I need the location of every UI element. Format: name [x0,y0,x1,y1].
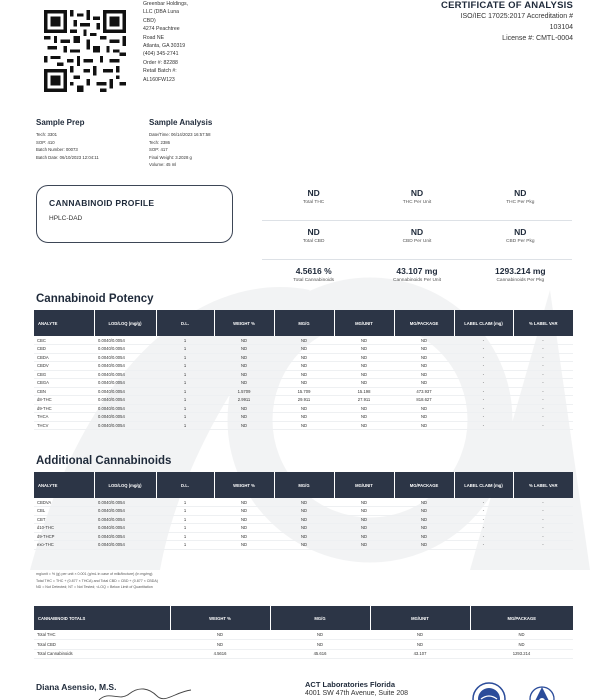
table-cell: - [513,532,573,541]
table-cell: ND [274,345,334,354]
sample-analysis-line: Date/Time: 06/14/2023 16:57:58 [149,132,211,137]
table-cell: ND [274,515,334,524]
table-cell: ND [274,353,334,362]
table-cell: Total Cannabinoids [34,649,170,659]
table-cell: - [454,362,513,371]
table-cell: ND [214,498,274,507]
table-cell: CBDV [34,362,94,371]
table-cell: 1 [156,353,214,362]
sample-analysis-heading: Sample Analysis [149,118,213,127]
table-cell: ND [274,421,334,430]
table-cell: ND [274,498,334,507]
table-cell: d9-THC [34,404,94,413]
table-cell: 1 [156,387,214,396]
table-cell: d9-THCP [34,532,94,541]
client-line: Order #: 82288 [143,59,178,66]
table-cell: THCA [34,413,94,422]
summary-cell [469,225,572,259]
table-cell: Total CBD [34,640,170,650]
table-cell: - [454,541,513,550]
table-cell: 1 [156,379,214,388]
summary-value: ND [307,227,320,237]
table-cell: CBN [34,387,94,396]
table-cell: ND [394,362,454,371]
table-cell: 0.0040/0.0054 [94,362,156,371]
table-row [34,640,573,650]
sample-prep-line: SOP: 410 [36,139,55,145]
table-cell: ND [334,336,394,345]
table-cell: ND [334,524,394,533]
table-row [34,421,573,430]
column-header: WEIGHT % [214,472,274,498]
column-header: MG/UNIT [370,606,470,630]
table-row [34,515,573,524]
table-cell: ND [214,353,274,362]
client-line: LLC (DBA Luna [143,9,180,16]
table-cell: 1 [156,541,214,550]
potency-summary [262,186,572,303]
table-cell: - [454,524,513,533]
table-row [34,498,573,507]
table-cell: ND [370,630,470,640]
column-header: WEIGHT % [214,310,274,336]
table-cell: ND [214,515,274,524]
column-header: % LABEL VAR [513,310,573,336]
certificate-header [441,0,573,44]
table-cell: CBGA [34,379,94,388]
table-cell: 0.0040/0.0054 [94,515,156,524]
table-cell: ND [214,524,274,533]
table-cell: ND [214,507,274,516]
table-cell: ND [214,413,274,422]
table-cell: 1 [156,345,214,354]
table-cell: ND [214,404,274,413]
column-header: MG/PACKAGE [394,472,454,498]
table-row [34,532,573,541]
table-row [34,345,573,354]
client-line: Retail Batch #: [143,68,177,75]
summary-row-thc [262,186,572,221]
sample-analysis-line: Volume: 45 ml [149,162,177,168]
table-cell: 0.0040/0.0054 [94,498,156,507]
table-cell: - [454,370,513,379]
table-cell: 1 [156,421,214,430]
table-cell: ND [270,640,370,650]
summary-value: ND [307,188,320,198]
table-cell: - [513,507,573,516]
signature [95,686,195,700]
table-cell: - [513,524,573,533]
table-cell: ND [470,640,573,650]
lab-address: 4001 SW 47th Avenue, Suite 208 [305,690,409,697]
table-cell: ND [170,630,270,640]
table-cell: ND [214,532,274,541]
table-cell: - [454,353,513,362]
summary-row-total [262,264,572,299]
table-cell: 0.0040/0.0054 [94,532,156,541]
table-cell: ND [394,532,454,541]
table-row [34,541,573,550]
column-header: MG/G [270,606,370,630]
column-header: MG/G [274,310,334,336]
sample-prep-line: Batch Number: 00073 [36,147,78,153]
table-cell: CBL [34,507,94,516]
summary-cell [262,186,365,220]
table-row [34,362,573,371]
client-line: Greenbar Holdings, [143,1,188,7]
table-row [34,404,573,413]
summary-value: ND [514,227,527,237]
table-cell: - [513,362,573,371]
table-cell: CBD [34,345,94,354]
table-cell: - [454,379,513,388]
summary-value: ND [410,188,424,198]
table-cell: ND [470,630,573,640]
table-cell: - [454,404,513,413]
table-cell: - [454,345,513,354]
signer-name: Diana Asensio, M.S. [36,682,117,692]
table-cell: 0.0040/0.0054 [94,336,156,345]
table-cell: ND [334,379,394,388]
sample-analysis-section [149,118,279,169]
summary-label: THC Per Pkg [506,200,535,205]
accreditation-seal-icon [472,682,506,700]
table-cell: ND [274,541,334,550]
table-cell: - [454,413,513,422]
table-cell: - [454,507,513,516]
table-row [34,387,573,396]
table-cell: - [513,498,573,507]
table-cell: - [513,387,573,396]
table-cell: ND [394,507,454,516]
table-row [34,396,573,405]
column-header: MG/PACKAGE [394,310,454,336]
summary-label: Cannabinoids Per Unit [392,278,441,283]
column-header: MG/PACKAGE [470,606,573,630]
table-header-row [34,310,573,336]
client-line: AL160FW123 [143,76,175,83]
table-cell: - [513,379,573,388]
table-cell: ND [214,370,274,379]
table-cell: d10-THC [34,524,94,533]
table-cell: ND [334,421,394,430]
sample-analysis-line: Final Weight: 3.2028 g [149,154,192,160]
table-row [34,413,573,422]
sample-analysis-line: Tech: 2386 [149,139,171,145]
column-header: CANNABINOID TOTALS [34,606,170,630]
potency-table [34,310,573,430]
table-cell: - [513,404,573,413]
table-cell: ND [274,524,334,533]
table-cell: ND [394,404,454,413]
summary-label: CBD Per Unit [402,239,432,244]
additional-table [34,472,573,550]
table-cell: 1 [156,336,214,345]
table-row [34,370,573,379]
table-cell: ND [334,532,394,541]
table-cell: ND [214,379,274,388]
table-cell: 15.709 [274,387,334,396]
table-cell: ND [394,515,454,524]
summary-row-cbd [262,225,572,260]
table-cell: ND [274,379,334,388]
table-cell: ND [334,370,394,379]
table-cell: - [513,396,573,405]
table-cell: - [513,515,573,524]
summary-label: THC Per Unit [402,200,432,205]
table-cell: ND [394,498,454,507]
table-cell: ND [274,532,334,541]
table-cell: ND [334,498,394,507]
summary-cell [365,225,468,259]
summary-label: Total Cannabinoids [293,278,335,283]
table-cell: 2.9911 [214,396,274,405]
table-cell: 1 [156,396,214,405]
table-cell: - [513,336,573,345]
summary-value: 1293.214 mg [495,266,546,276]
table-cell: ND [394,345,454,354]
table-cell: 0.0040/0.0054 [94,421,156,430]
table-row [34,649,573,659]
table-row [34,353,573,362]
table-cell: ND [394,524,454,533]
table-cell: 15.198 [334,387,394,396]
client-line: Road NE [143,34,165,41]
table-cell: - [513,421,573,430]
table-cell: ND [214,421,274,430]
table-cell: ND [334,404,394,413]
summary-label: CBD Per Pkg [506,239,535,244]
table-cell: 1 [156,532,214,541]
table-cell: ND [214,541,274,550]
table-cell: - [454,515,513,524]
table-cell: ND [274,413,334,422]
column-header: MG/UNIT [334,472,394,498]
table-cell: ND [394,541,454,550]
footnote-line: Total THC = THC + (0.877 × THCA) and Total CBD = CBD + (0.877 × CBDA) [36,578,158,583]
client-line: 4274 Peachtree [143,26,180,33]
column-header: LOD/LOQ (mg/g) [94,472,156,498]
summary-label: Cannabinoids Per Pkg [496,278,545,283]
column-header: ANALYTE [34,472,94,498]
table-cell: 0.0040/0.0054 [94,541,156,550]
table-cell: ND [334,507,394,516]
table-cell: - [454,336,513,345]
table-cell: ND [274,507,334,516]
summary-label: Total THC [303,200,325,205]
table-cell: ND [274,370,334,379]
table-cell: 0.0040/0.0054 [94,353,156,362]
lab-info [305,680,408,697]
summary-cell [469,186,572,220]
additional-heading: Additional Cannabinoids [36,455,172,467]
table-cell: 818.627 [394,396,454,405]
column-header: MG/G [274,472,334,498]
summary-label: Total CBD [302,239,325,244]
table-cell: 1 [156,498,214,507]
certification-logo-icon [524,683,560,700]
table-cell: 4.5616 [170,649,270,659]
profile-method: HPLC-DAD [49,215,83,222]
table-cell: ND [170,640,270,650]
footnote-line: mg/unit = % (g) per unit × 0.001 (g/mL in case of milk/tincture) (in mg/mg) [36,572,153,576]
table-cell: 1293.214 [470,649,573,659]
table-cell: 1 [156,413,214,422]
table-cell: ND [214,336,274,345]
table-cell: ND [394,370,454,379]
table-cell: CBDA [34,353,94,362]
table-cell: 0.0040/0.0054 [94,507,156,516]
cannabinoid-profile-box [36,185,233,243]
column-header: LABEL CLAIM (mg) [454,310,513,336]
table-cell: 0.0040/0.0054 [94,379,156,388]
table-cell: 0.0040/0.0054 [94,370,156,379]
summary-cell [262,225,365,259]
table-cell: - [513,345,573,354]
table-cell: - [513,370,573,379]
table-cell: ND [394,336,454,345]
table-cell: 0.0040/0.0054 [94,345,156,354]
sample-prep-section [36,118,146,161]
table-cell: 1 [156,524,214,533]
table-cell: - [454,387,513,396]
table-cell: ND [214,362,274,371]
table-cell: 1.5709 [214,387,274,396]
summary-cell [262,264,365,299]
table-cell: 0.0040/0.0054 [94,396,156,405]
table-cell: 0.0040/0.0054 [94,404,156,413]
table-cell: 1 [156,404,214,413]
client-address-block [143,0,253,84]
table-cell: 1 [156,515,214,524]
sample-analysis-line: SOP: 417 [149,147,168,153]
client-line: (404) 345-2741 [143,51,179,58]
table-row [34,379,573,388]
table-cell: ND [274,336,334,345]
table-header-row [34,606,573,630]
table-cell: - [513,413,573,422]
table-cell: 1 [156,507,214,516]
column-header: % LABEL VAR [513,472,573,498]
table-cell: 43.107 [370,649,470,659]
table-cell: ND [334,362,394,371]
client-line: Atlanta, GA 30319 [143,43,186,50]
table-cell: ND [394,421,454,430]
table-cell: - [454,498,513,507]
sample-prep-heading: Sample Prep [36,118,85,127]
potency-heading: Cannabinoid Potency [36,293,154,305]
table-cell: THCV [34,421,94,430]
certificate-title: CERTIFICATE OF ANALYSIS [441,0,573,11]
summary-value: ND [514,188,527,198]
qr-code [44,10,126,92]
table-cell: - [454,396,513,405]
table-cell: - [454,421,513,430]
table-cell: ND [334,413,394,422]
license-number: License #: CMTL-0004 [502,35,573,42]
table-row [34,507,573,516]
footnote-line: ND = Not Detected; NT = Not Tested; <LOQ = Below Limit of Quantitation [36,585,153,589]
table-cell: ND [274,404,334,413]
table-cell: 45.616 [270,649,370,659]
table-cell: 0.0040/0.0054 [94,524,156,533]
summary-cell [365,264,468,299]
table-cell: 0.0040/0.0054 [94,387,156,396]
table-cell: 1 [156,362,214,371]
table-cell: - [513,541,573,550]
table-cell: 29.911 [274,396,334,405]
column-header: D.L. [156,310,214,336]
summary-cell [365,186,468,220]
table-cell: ND [394,413,454,422]
summary-cell [469,264,572,299]
table-cell: 1 [156,370,214,379]
accreditation-number: 103104 [549,24,573,31]
table-header-row [34,472,573,498]
column-header: MG/UNIT [334,310,394,336]
table-cell: ND [334,541,394,550]
table-cell: CBG [34,370,94,379]
table-cell: 27.911 [334,396,394,405]
table-cell: CBT [34,515,94,524]
table-cell: - [454,532,513,541]
column-header: ANALYTE [34,310,94,336]
table-cell: ND [270,630,370,640]
column-header: LOD/LOQ (mg/g) [94,310,156,336]
sample-prep-line: Tech: 3301 [36,132,58,137]
table-row [34,524,573,533]
summary-value: 43.107 mg [396,266,438,276]
table-cell: ND [394,353,454,362]
table-row [34,630,573,640]
summary-value: 4.5616 % [295,266,332,276]
lab-name: ACT Laboratories Florida [305,680,396,689]
table-cell: ND [274,362,334,371]
table-cell: ND [394,379,454,388]
table-cell: ND [334,515,394,524]
table-row [34,336,573,345]
footnotes [36,571,336,591]
table-cell: ND [334,353,394,362]
table-cell: Total THC [34,630,170,640]
table-cell: - [513,353,573,362]
cannabinoid-totals-table [34,606,573,659]
table-cell: ND [370,640,470,650]
column-header: LABEL CLAIM (mg) [454,472,513,498]
client-line: CBD) [143,17,156,24]
table-cell: CBC [34,336,94,345]
table-cell: CBDVA [34,498,94,507]
table-cell: 473.937 [394,387,454,396]
table-cell: d8-THC [34,396,94,405]
table-cell: ND [334,345,394,354]
profile-title: CANNABINOID PROFILE [49,198,155,208]
summary-value: ND [410,227,424,237]
column-header: D.L. [156,472,214,498]
sample-prep-line: Batch Date: 06/10/2023 12:04:11 [36,154,99,160]
table-cell: ND [214,345,274,354]
table-cell: exo-THC [34,541,94,550]
column-header: WEIGHT % [170,606,270,630]
accreditation-label: ISO/IEC 17025:2017 Accreditation # [460,13,573,20]
table-cell: 0.0040/0.0054 [94,413,156,422]
